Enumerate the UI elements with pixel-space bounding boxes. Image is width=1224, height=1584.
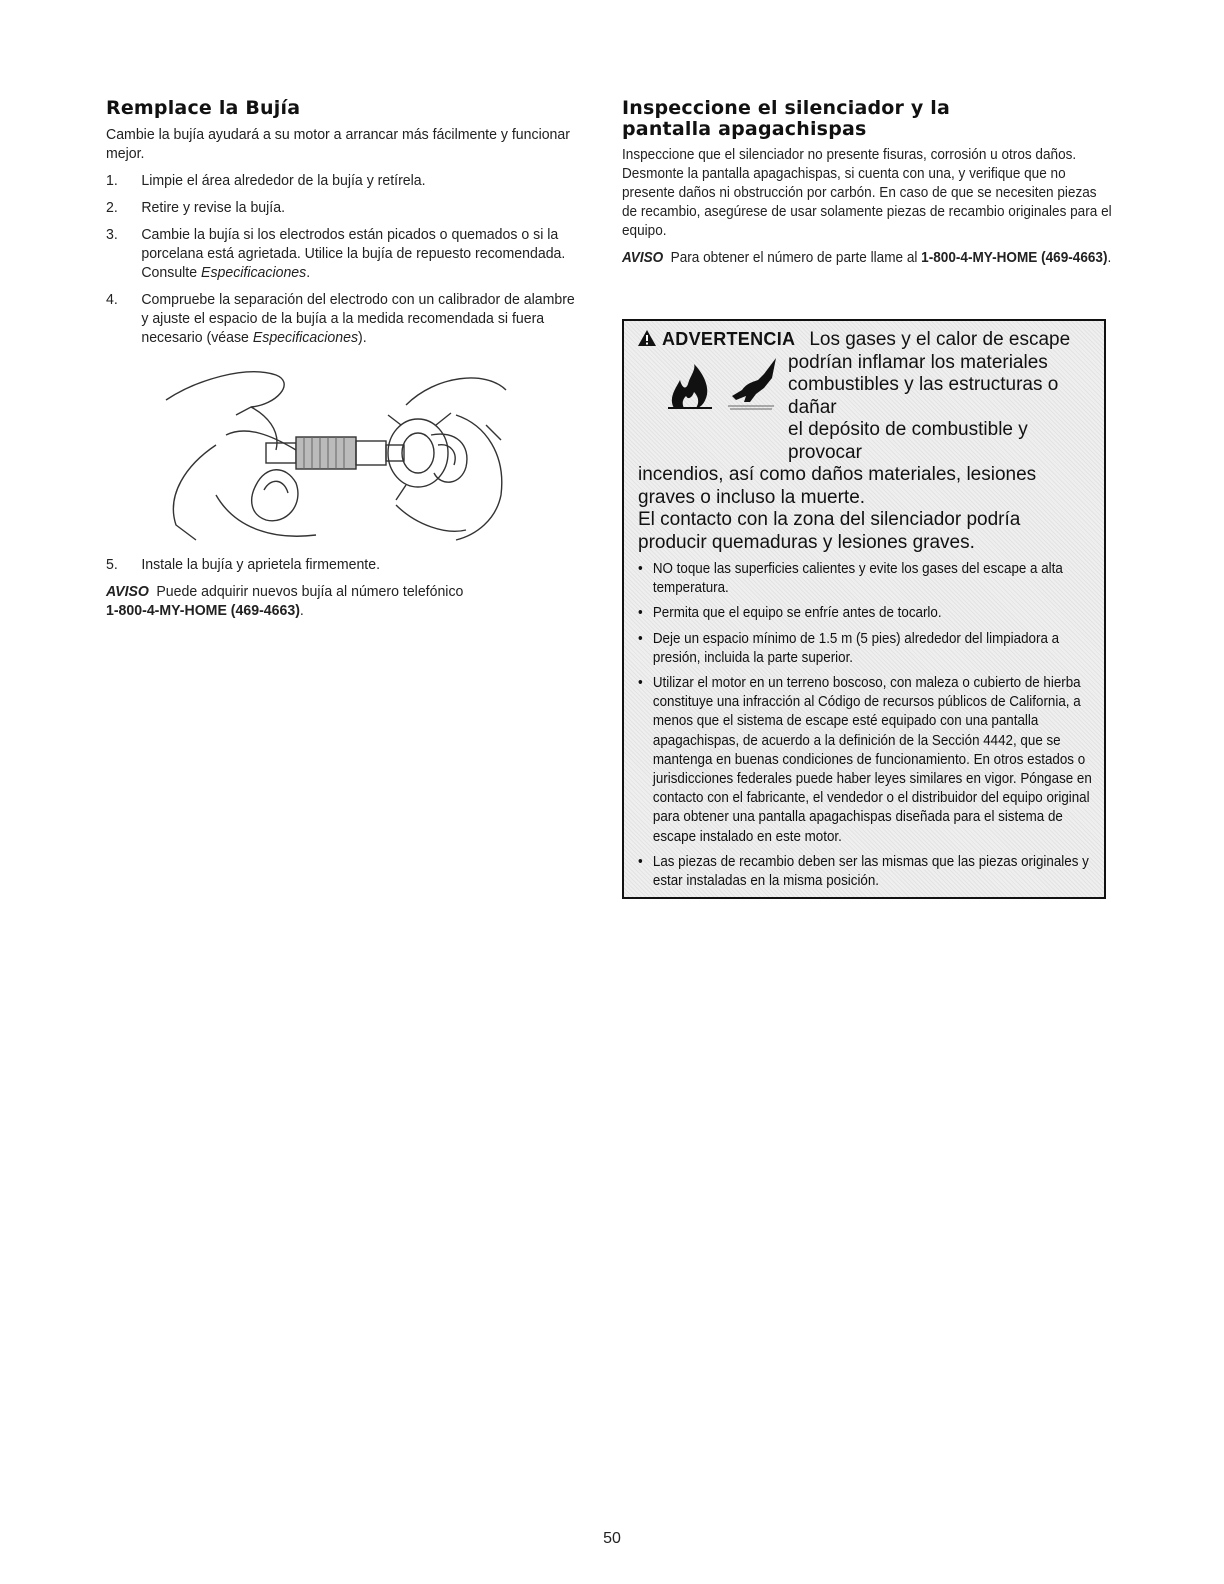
spark-plug-gap-illustration bbox=[156, 355, 516, 545]
warning-burn-text: El contacto con la zona del silenciador podría producir quemaduras y lesiones graves. bbox=[638, 509, 1021, 553]
warning-bullet: • Permita que el equipo se enfríe antes de tocarlo. bbox=[638, 604, 1102, 623]
warning-bullet: • Utilizar el motor en un terreno boscoso, con maleza o cubierto de hierba constituye una infracción al Código de recursos públicos de California, a menos que el sistema de escape esté equipado con una pantalla apagachispas, de acuerdo a la definición de la Sección 4442, que se mantenga en buenas condiciones de funcionamiento. En otros estados o jurisdicciones federales puede haber leyes similares en vigor. Póngase en contacto con el fabricante, el vendedor o el distribuidor del equipo original para obtener una pantalla apagachispas diseñada para el sistema de escape instalado en este motor. bbox=[638, 674, 1102, 847]
step-item: 3. Cambie la bujía si los electrodos están picados o quemados o si la porcelana está agrietada. Utilice la bujía de repuesto recomendada. Consulte Especificaciones. bbox=[106, 226, 566, 281]
section-heading-spark-plug: Remplace la Bujía bbox=[106, 97, 301, 119]
spark-plug-steps bbox=[106, 171, 576, 347]
left-column bbox=[106, 98, 576, 620]
warning-bullet: • Deje un espacio mínimo de 1.5 m (5 pies) alrededor del limpiadora a presión, incluida la parte superior. bbox=[638, 630, 1102, 668]
warning-box: ADVERTENCIA Los gases y el calor de escape podrían inflamar los materiales combustibles y las estructuras o dañar el depósito de combustible y provocar incendios, así como daños materiales, lesiones graves o incluso la muerte. El contacto con la zona del silenciador podría producir quemaduras y lesiones graves. • NO toque las superficies calientes y evite los gases del escape a alta temperatura. • Permita que el equipo se enfríe antes de tocarlo. • Deje un espacio mínimo de 1.5 m (5 pies) alrededor del limpiadora a presión, incluida la parte superior. • Utilizar el motor en un terreno boscoso, con maleza o cubierto de hierba constituye una infracción al Código de recursos públicos de California, a menos que el sistema de escape esté equipado con una pantalla apagachispas, de acuerdo a la definición de la Sección 4442, que se mantenga en buenas condiciones de funcionamiento. En otros estados o jurisdicciones federales puede haber leyes similares en vigor. Póngase en contacto con el fabricante, el vendedor o el distribuidor del equipo original para obtener una pantalla apagachispas diseñada para el sistema de escape instalado en este motor. • Las piezas de recambio deben ser las mismas que las piezas originales y estar instaladas en la misma posición. bbox=[622, 319, 1106, 899]
step-item: 5. Instale la bujía y aprietela firmemente. bbox=[106, 556, 381, 573]
spark-plug-steps-cont bbox=[106, 555, 576, 574]
warning-bullet: • NO toque las superficies calientes y evite los gases del escape a alta temperatura. bbox=[638, 560, 1102, 598]
warning-bullet-list bbox=[638, 560, 1094, 891]
hot-surface-hand-icon bbox=[724, 356, 784, 412]
aviso-note-right: AVISO Para obtener el número de parte llame al 1-800-4-MY-HOME (469-4663). bbox=[622, 250, 1112, 266]
muffler-intro: Inspeccione que el silenciador no presente fisuras, corrosión u otros daños. Desmonte la pantalla apagachispas, si cuenta con una, y verifique que no presente daños ni obstrucción por carbón. En caso de que se necesiten piezas de recambio, asegúrese de usar solamente piezas de recambio originales para el equipo. bbox=[622, 147, 1112, 239]
fire-icon bbox=[666, 362, 716, 412]
page-number: 50 bbox=[603, 1530, 621, 1547]
step-item: 2. Retire y revise la bujía. bbox=[106, 199, 286, 216]
step-item: 4. Compruebe la separación del electrodo con un calibrador de alambre y ajuste el espacio de la bujía a la medida recomendada si fuera necesario (véase Especificaciones). bbox=[106, 291, 575, 346]
right-column bbox=[622, 98, 1110, 268]
warning-triangle-icon bbox=[638, 330, 656, 346]
aviso-note-left: AVISO Puede adquirir nuevos bujía al número telefónico 1-800-4-MY-HOME (469-4663). bbox=[106, 583, 464, 619]
warning-label: ADVERTENCIA bbox=[638, 329, 795, 350]
hazard-icons bbox=[638, 352, 788, 418]
warning-consequence-text: incendios, así como daños materiales, lesiones graves o incluso la muerte. bbox=[638, 464, 1037, 508]
section-heading-muffler: Inspeccione el silenciador y la pantalla apagachispas bbox=[622, 97, 951, 140]
step-item: 1. Limpie el área alrededor de la bujía y retírela. bbox=[106, 172, 426, 189]
spark-plug-intro: Cambie la bujía ayudará a su motor a arrancar más fácilmente y funcionar mejor. bbox=[106, 126, 570, 162]
warning-bullet: • Las piezas de recambio deben ser las mismas que las piezas originales y estar instaladas en la misma posición. bbox=[638, 853, 1102, 891]
